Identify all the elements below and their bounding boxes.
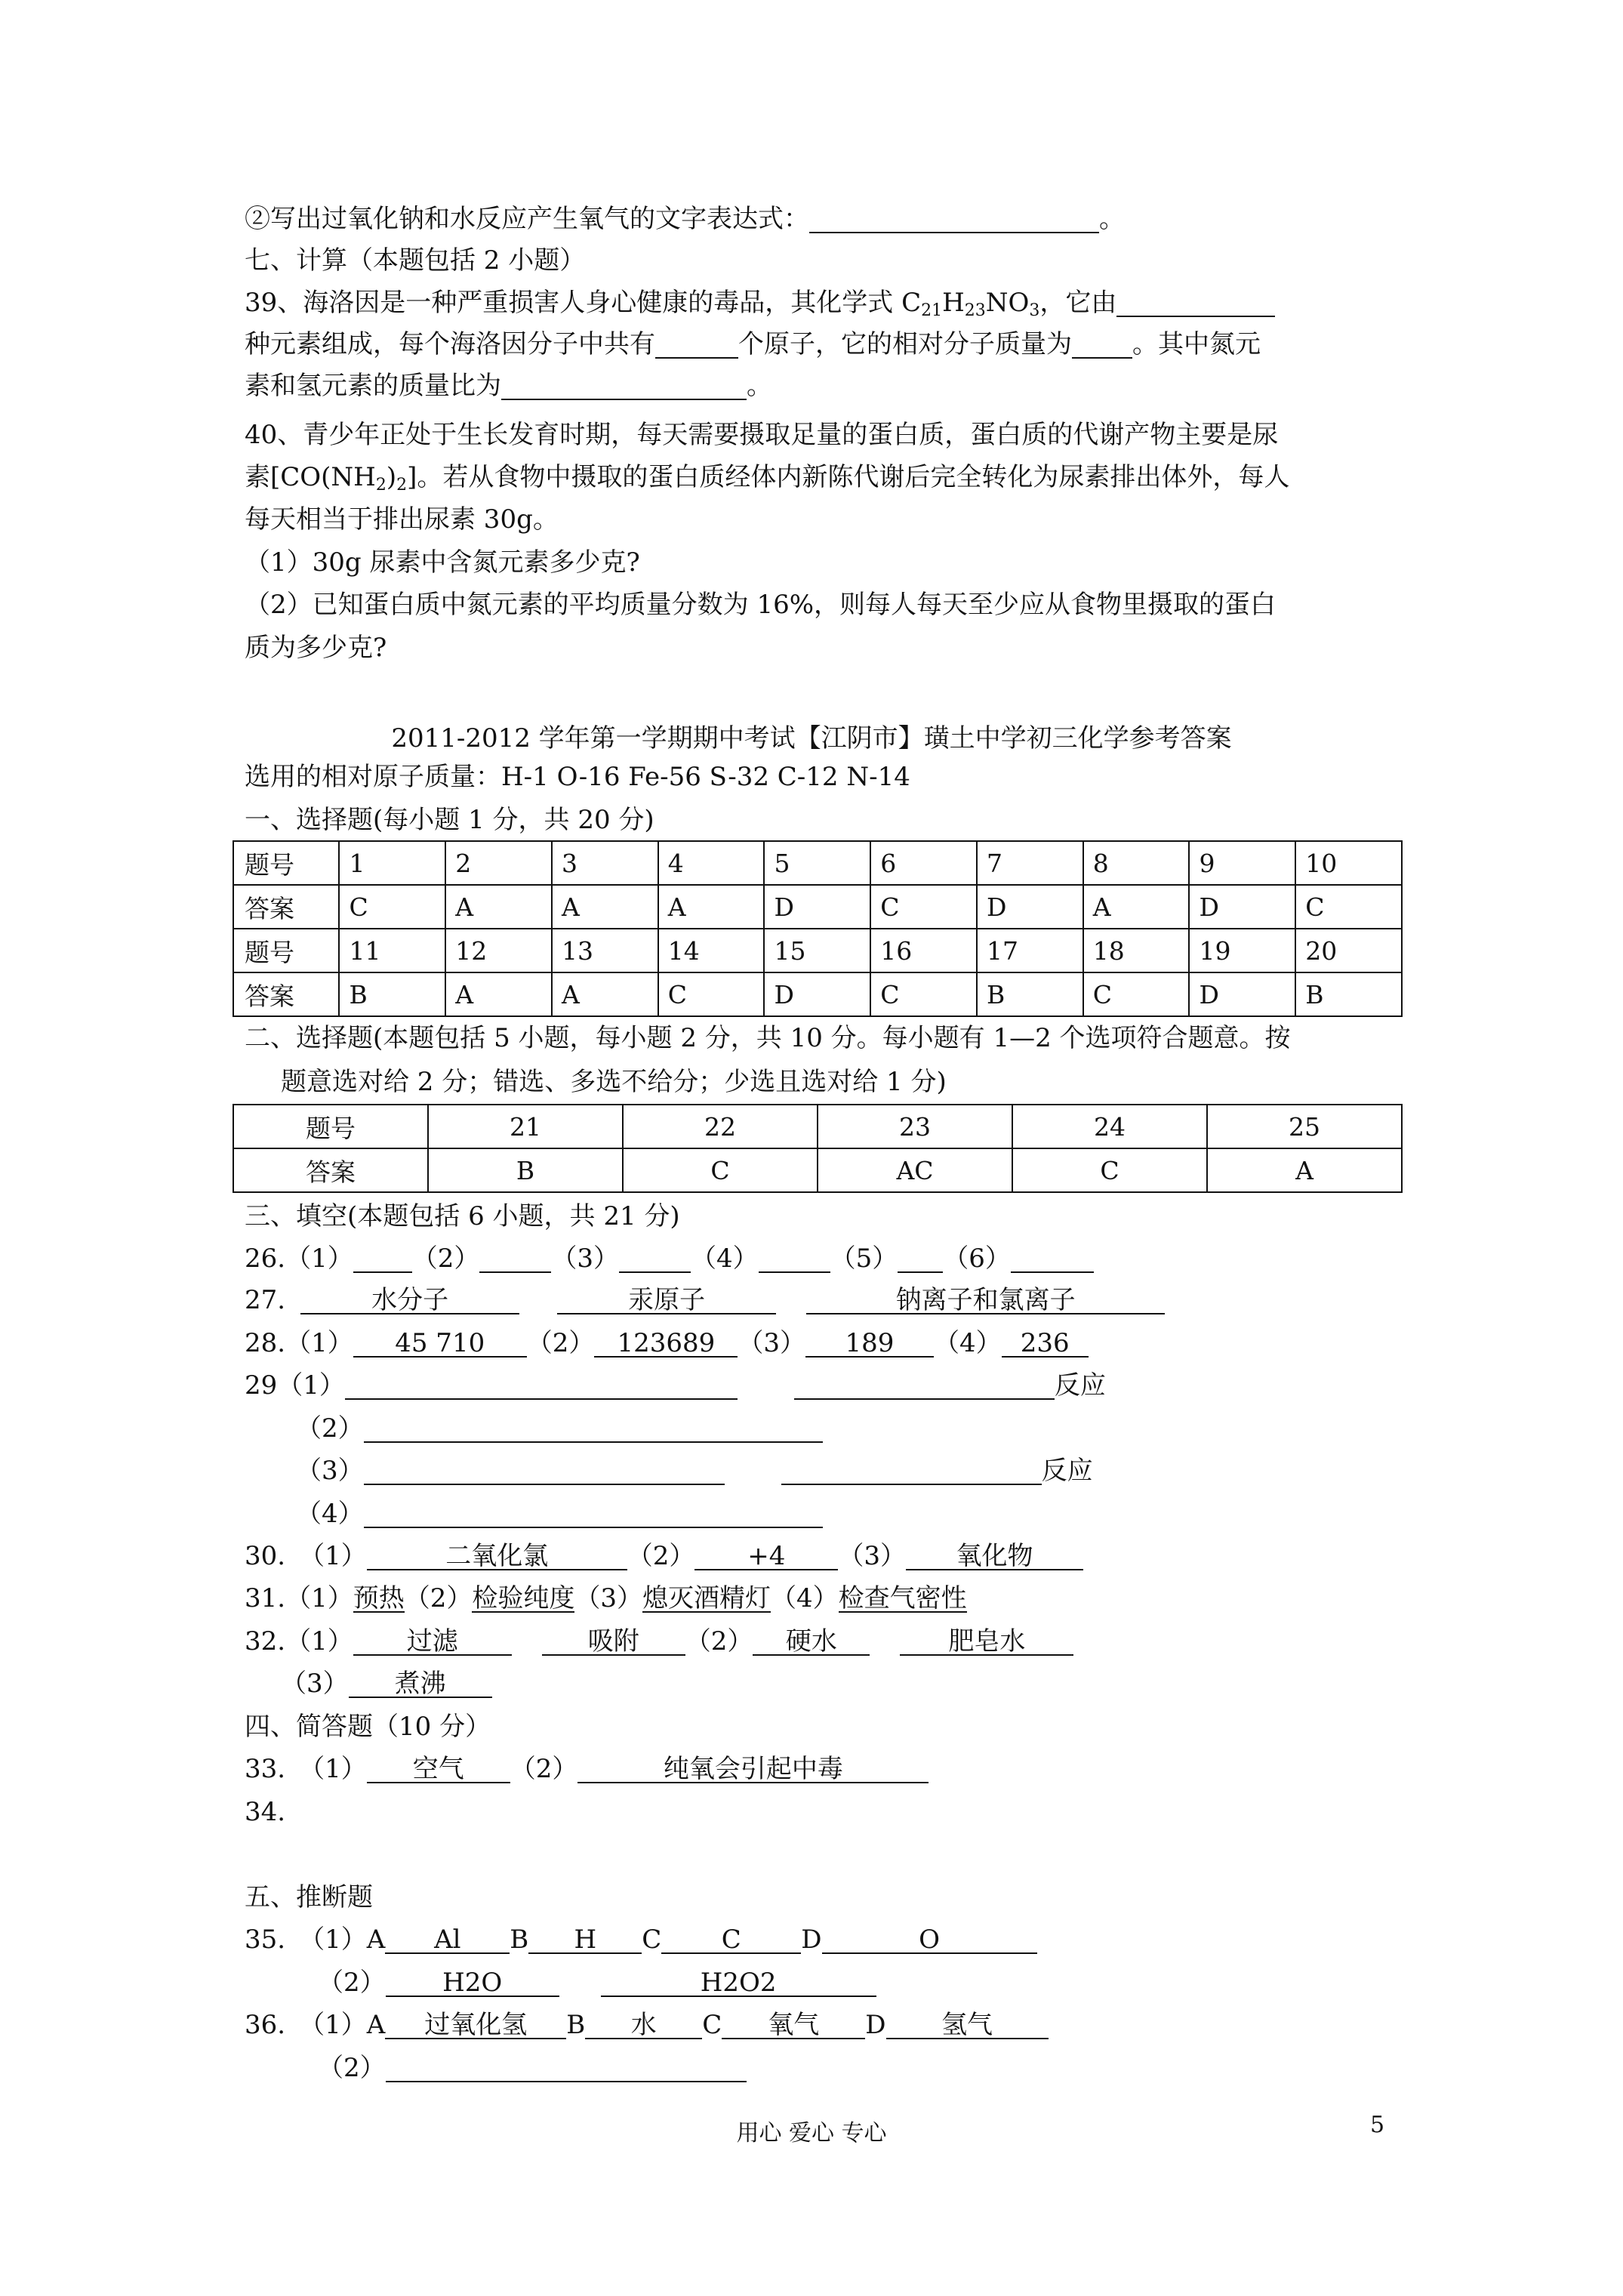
table-cell: D (764, 972, 870, 1016)
q40-line2: 素$[CO(NH_2)_2]$。若从食物中摄取的蛋白质经体内新陈代谢后完全转化为尿素排出体外，每人 (245, 462, 1290, 495)
table-cell: D (977, 885, 1083, 929)
table-cell: 24 (1012, 1105, 1207, 1148)
answer-blank[interactable] (386, 2055, 747, 2082)
table-cell: 14 (658, 929, 765, 972)
table-cell: A (1083, 885, 1190, 929)
answer-29-4: （4） (296, 1499, 823, 1529)
answer-36-1: 36. （1）A 过氧化氢 B 水 C 氧气 D 氢气 (245, 2010, 1049, 2040)
table-cell: 10 (1295, 841, 1402, 885)
q40-line6: 质为多少克? (245, 633, 387, 663)
table-cell: D (1189, 972, 1295, 1016)
answer-blank[interactable] (479, 1246, 551, 1273)
choice-answer-table-1 (233, 840, 1403, 1017)
table-row (233, 841, 1402, 885)
table-cell: A (1207, 1148, 1402, 1192)
table-row (233, 972, 1402, 1016)
section-4-heading: 四、简答题（10 分） (245, 1712, 491, 1742)
table-row (233, 929, 1402, 972)
q40-part2: （2）已知蛋白质中氮元素的平均质量分数为 16%，则每人每天至少应从食物里摄取的蛋白 (245, 590, 1277, 620)
table-cell: C (870, 885, 977, 929)
answer-blank[interactable] (809, 206, 1099, 233)
answer-30: 30. （1） 二氧化氯 （2） +4 （3） 氧化物 (245, 1541, 1083, 1571)
table-cell: C (1083, 972, 1190, 1016)
table-cell: B (428, 1148, 623, 1192)
table-cell: A (445, 972, 552, 1016)
table-cell: 12 (445, 929, 552, 972)
table-cell: C (658, 972, 765, 1016)
row-header-cell: 答案 (233, 1148, 428, 1192)
table-cell: 2 (445, 841, 552, 885)
section-2-heading-line1: 二、选择题(本题包括 5 小题，每小题 2 分，共 10 分。每小题有 1—2 个选项符合题意。按 (245, 1023, 1291, 1053)
table-cell: 25 (1207, 1105, 1402, 1148)
table-cell: A (445, 885, 552, 929)
table-cell: 23 (818, 1105, 1012, 1148)
table-row (233, 885, 1402, 929)
table-cell: 8 (1083, 841, 1190, 885)
answer-28: 28.（1） 45 710 （2） 123689 （3） 189 （4） 236 (245, 1328, 1089, 1358)
answer-blank[interactable] (353, 1246, 412, 1273)
table-cell: 4 (658, 841, 765, 885)
answer-29-3: （3） 反应 (296, 1456, 1093, 1486)
answer-blank[interactable] (345, 1373, 738, 1400)
section-2-heading-line2: 题意选对给 2 分；错选、多选不给分；少选且选对给 1 分) (281, 1067, 947, 1097)
table-cell: 3 (552, 841, 658, 885)
table-cell: C (1012, 1148, 1207, 1192)
table-cell: 11 (339, 929, 445, 972)
table-cell: B (1295, 972, 1402, 1016)
table-cell: 13 (552, 929, 658, 972)
answer-33: 33. （1） 空气 （2） 纯氧会引起中毒 (245, 1754, 929, 1784)
answer-34: 34. (245, 1797, 286, 1827)
table-cell: C (1295, 885, 1402, 929)
answer-26: 26.（1） （2） （3） （4） （5） （6） (245, 1244, 1094, 1274)
q39-line3: 素和氢元素的质量比为 。 (245, 371, 772, 401)
answer-blank[interactable] (364, 1501, 823, 1528)
section-1-heading: 一、选择题(每小题 1 分，共 20 分) (245, 805, 654, 835)
page-footer: 用心 爱心 专心 (736, 2120, 887, 2147)
table-cell: C (870, 972, 977, 1016)
table-row (233, 1105, 1402, 1148)
table-cell: C (623, 1148, 818, 1192)
answer-blank[interactable] (364, 1416, 823, 1443)
answer-blank[interactable] (364, 1458, 725, 1485)
table-cell: AC (818, 1148, 1012, 1192)
table-cell: A (552, 972, 658, 1016)
answer-blank[interactable] (898, 1246, 943, 1273)
q38-2: ②写出过氧化钠和水反应产生氧气的文字表达式： 。 (245, 204, 1125, 234)
q39-line1: 39、海洛因是一种严重损害人身心健康的毒品，其化学式 $C_{21}H_{23}NO_3$，它由 (245, 288, 1275, 326)
table-cell: 18 (1083, 929, 1190, 972)
table-cell: 1 (339, 841, 445, 885)
table-cell: B (339, 972, 445, 1016)
q40-line3: 每天相当于排出尿素 30g。 (245, 504, 559, 535)
section-5-heading: 五、推断题 (245, 1882, 373, 1912)
table-cell: 9 (1189, 841, 1295, 885)
table-cell: 6 (870, 841, 977, 885)
table-cell: 17 (977, 929, 1083, 972)
table-cell: 5 (764, 841, 870, 885)
table-cell: 7 (977, 841, 1083, 885)
answer-35-1: 35. （1）A Al B H C C D O (245, 1925, 1037, 1955)
table-cell: C (339, 885, 445, 929)
section-3-heading: 三、填空(本题包括 6 小题，共 21 分) (245, 1201, 680, 1231)
answer-35-2: （2） H2O H2O2 (318, 1968, 876, 1998)
atomic-masses: 选用的相对原子质量：H-1 O-16 Fe-56 S-32 C-12 N-14 (245, 762, 910, 792)
answer-29-1: 29（1） 反应 (245, 1370, 1106, 1401)
table-cell: A (658, 885, 765, 929)
table-cell: 20 (1295, 929, 1402, 972)
answer-blank[interactable] (781, 1458, 1042, 1485)
table-cell: 15 (764, 929, 870, 972)
answer-32-line1: 32.（1） 过滤 吸附 （2） 硬水 肥皂水 (245, 1626, 1073, 1657)
row-header-cell: 答案 (233, 972, 339, 1016)
q40-part1: （1）30g 尿素中含氮元素多少克? (245, 547, 640, 578)
answer-36-2: （2） (318, 2053, 747, 2083)
row-header-cell: 题号 (233, 841, 339, 885)
q39-line2: 种元素组成，每个海洛因分子中共有 个原子，它的相对分子质量为 。其中氮元 (245, 329, 1261, 359)
table-cell: D (764, 885, 870, 929)
answer-27: 27. 水分子 汞原子 钠离子和氯离子 (245, 1285, 1165, 1315)
table-cell: 19 (1189, 929, 1295, 972)
q40-line1: 40、青少年正处于生长发育时期，每天需要摄取足量的蛋白质，蛋白质的代谢产物主要是尿 (245, 420, 1279, 450)
answer-key-title: 2011-2012 学年第一学期期中考试【江阴市】璜土中学初三化学参考答案 (391, 723, 1232, 754)
row-header-cell: 答案 (233, 885, 339, 929)
answer-31: 31.（1）预热（2）检验纯度（3）熄灭酒精灯（4）检查气密性 (245, 1583, 967, 1613)
table-cell: 22 (623, 1105, 818, 1148)
answer-blank[interactable] (501, 373, 747, 400)
answer-29-2: （2） (296, 1413, 823, 1444)
row-header-cell: 题号 (233, 1105, 428, 1148)
answer-blank[interactable] (1116, 290, 1275, 317)
answer-blank[interactable] (759, 1246, 830, 1273)
answer-blank[interactable] (655, 331, 738, 359)
page-number: 5 (1370, 2112, 1385, 2138)
table-cell: 21 (428, 1105, 623, 1148)
table-cell: 16 (870, 929, 977, 972)
answer-blank[interactable] (1072, 331, 1132, 359)
answer-blank[interactable] (794, 1373, 1055, 1400)
answer-32-line2: （3） 煮沸 (281, 1669, 492, 1699)
table-cell: D (1189, 885, 1295, 929)
choice-answer-table-2 (233, 1104, 1403, 1193)
table-cell: B (977, 972, 1083, 1016)
answer-blank[interactable] (619, 1246, 691, 1273)
table-cell: A (552, 885, 658, 929)
row-header-cell: 题号 (233, 929, 339, 972)
answer-blank[interactable] (1011, 1246, 1094, 1273)
table-row (233, 1148, 1402, 1192)
section-7-heading: 七、计算（本题包括 2 小题） (245, 245, 586, 276)
